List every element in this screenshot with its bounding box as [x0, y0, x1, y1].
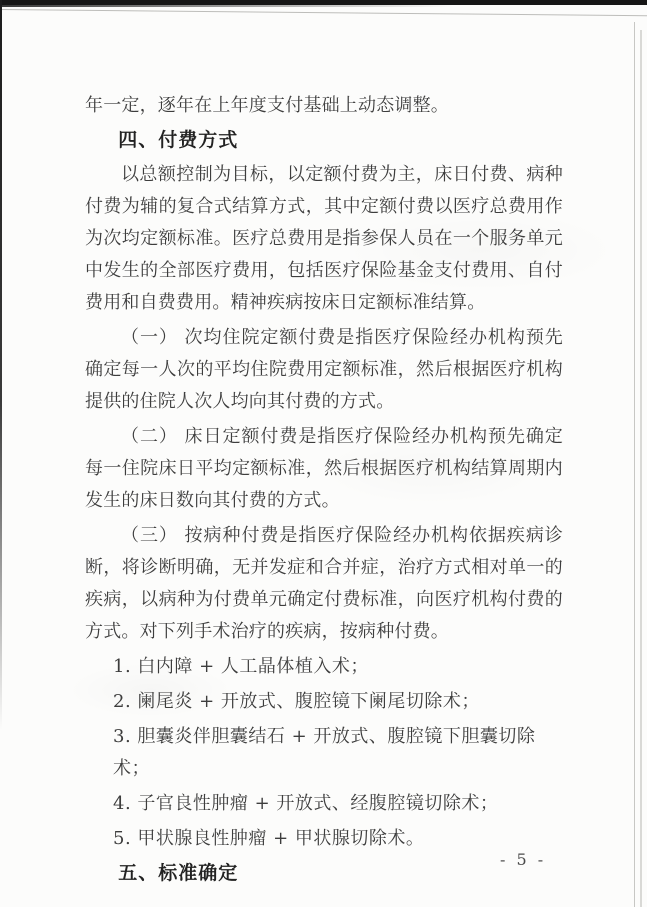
clause-3: （三） 按病种付费是指医疗保险经办机构依据疾病诊断，将诊断明确，无并发症和合并症，治疗方式相对单一的疾病，以病种为付费单元确定付费标准，向医疗机构付费的方式。对下列手术治疗的疾病，按病种付费。 [85, 525, 563, 642]
surgery-list-item-2: 2. 阑尾炎 + 开放式、腹腔镜下阑尾切除术； [113, 691, 480, 712]
surgery-list-item-5: 5. 甲状腺良性肿瘤 + 甲状腺切除术。 [113, 828, 425, 849]
scan-edge-top [0, 0, 647, 5]
section-heading-5: 五、标准确定 [118, 863, 239, 884]
page-number: - 5 - [500, 850, 547, 869]
scan-edge-right-outer [634, 22, 635, 907]
paragraph-continuation: 年一定，逐年在上年度支付基础上动态调整。 [85, 95, 449, 116]
section-heading-4: 四、付费方式 [118, 130, 239, 151]
scan-edge-left [0, 0, 2, 730]
scan-edge-right-inner [640, 30, 642, 907]
surgery-list-item-3: 3. 胆囊炎伴胆囊结石 + 开放式、腹腔镜下胆囊切除术； [113, 726, 536, 779]
surgery-list-item-4: 4. 子官良性肿瘤 + 开放式、经腹腔镜切除术； [113, 793, 499, 814]
clause-1: （一） 次均住院定额付费是指医疗保险经办机构预先确定每一人次的平均住院费用定额标准，然后根据医疗机构提供的住院人次人均向其付费的方式。 [85, 327, 563, 412]
surgery-list-item-1: 1. 白内障 + 人工晶体植入术； [113, 656, 369, 677]
clause-2: （二） 床日定额付费是指医疗保险经办机构预先确定每一住院床日平均定额标准，然后根据医疗机构结算周期内发生的床日数向其付费的方式。 [85, 426, 563, 511]
scan-edge-top-hairline [0, 9, 647, 16]
paragraph-section4-intro: 以总额控制为目标，以定额付费为主，床日付费、病种付费为辅的复合式结算方式，其中定额付费以医疗总费用作为次均定额标准。医疗总费用是指参保人员在一个服务单元中发生的全部医疗费用，包括医疗保险基金支付费用、自付费用和自费费用。精神疾病按床日定额标准结算。 [85, 164, 563, 313]
document-body [85, 90, 563, 892]
